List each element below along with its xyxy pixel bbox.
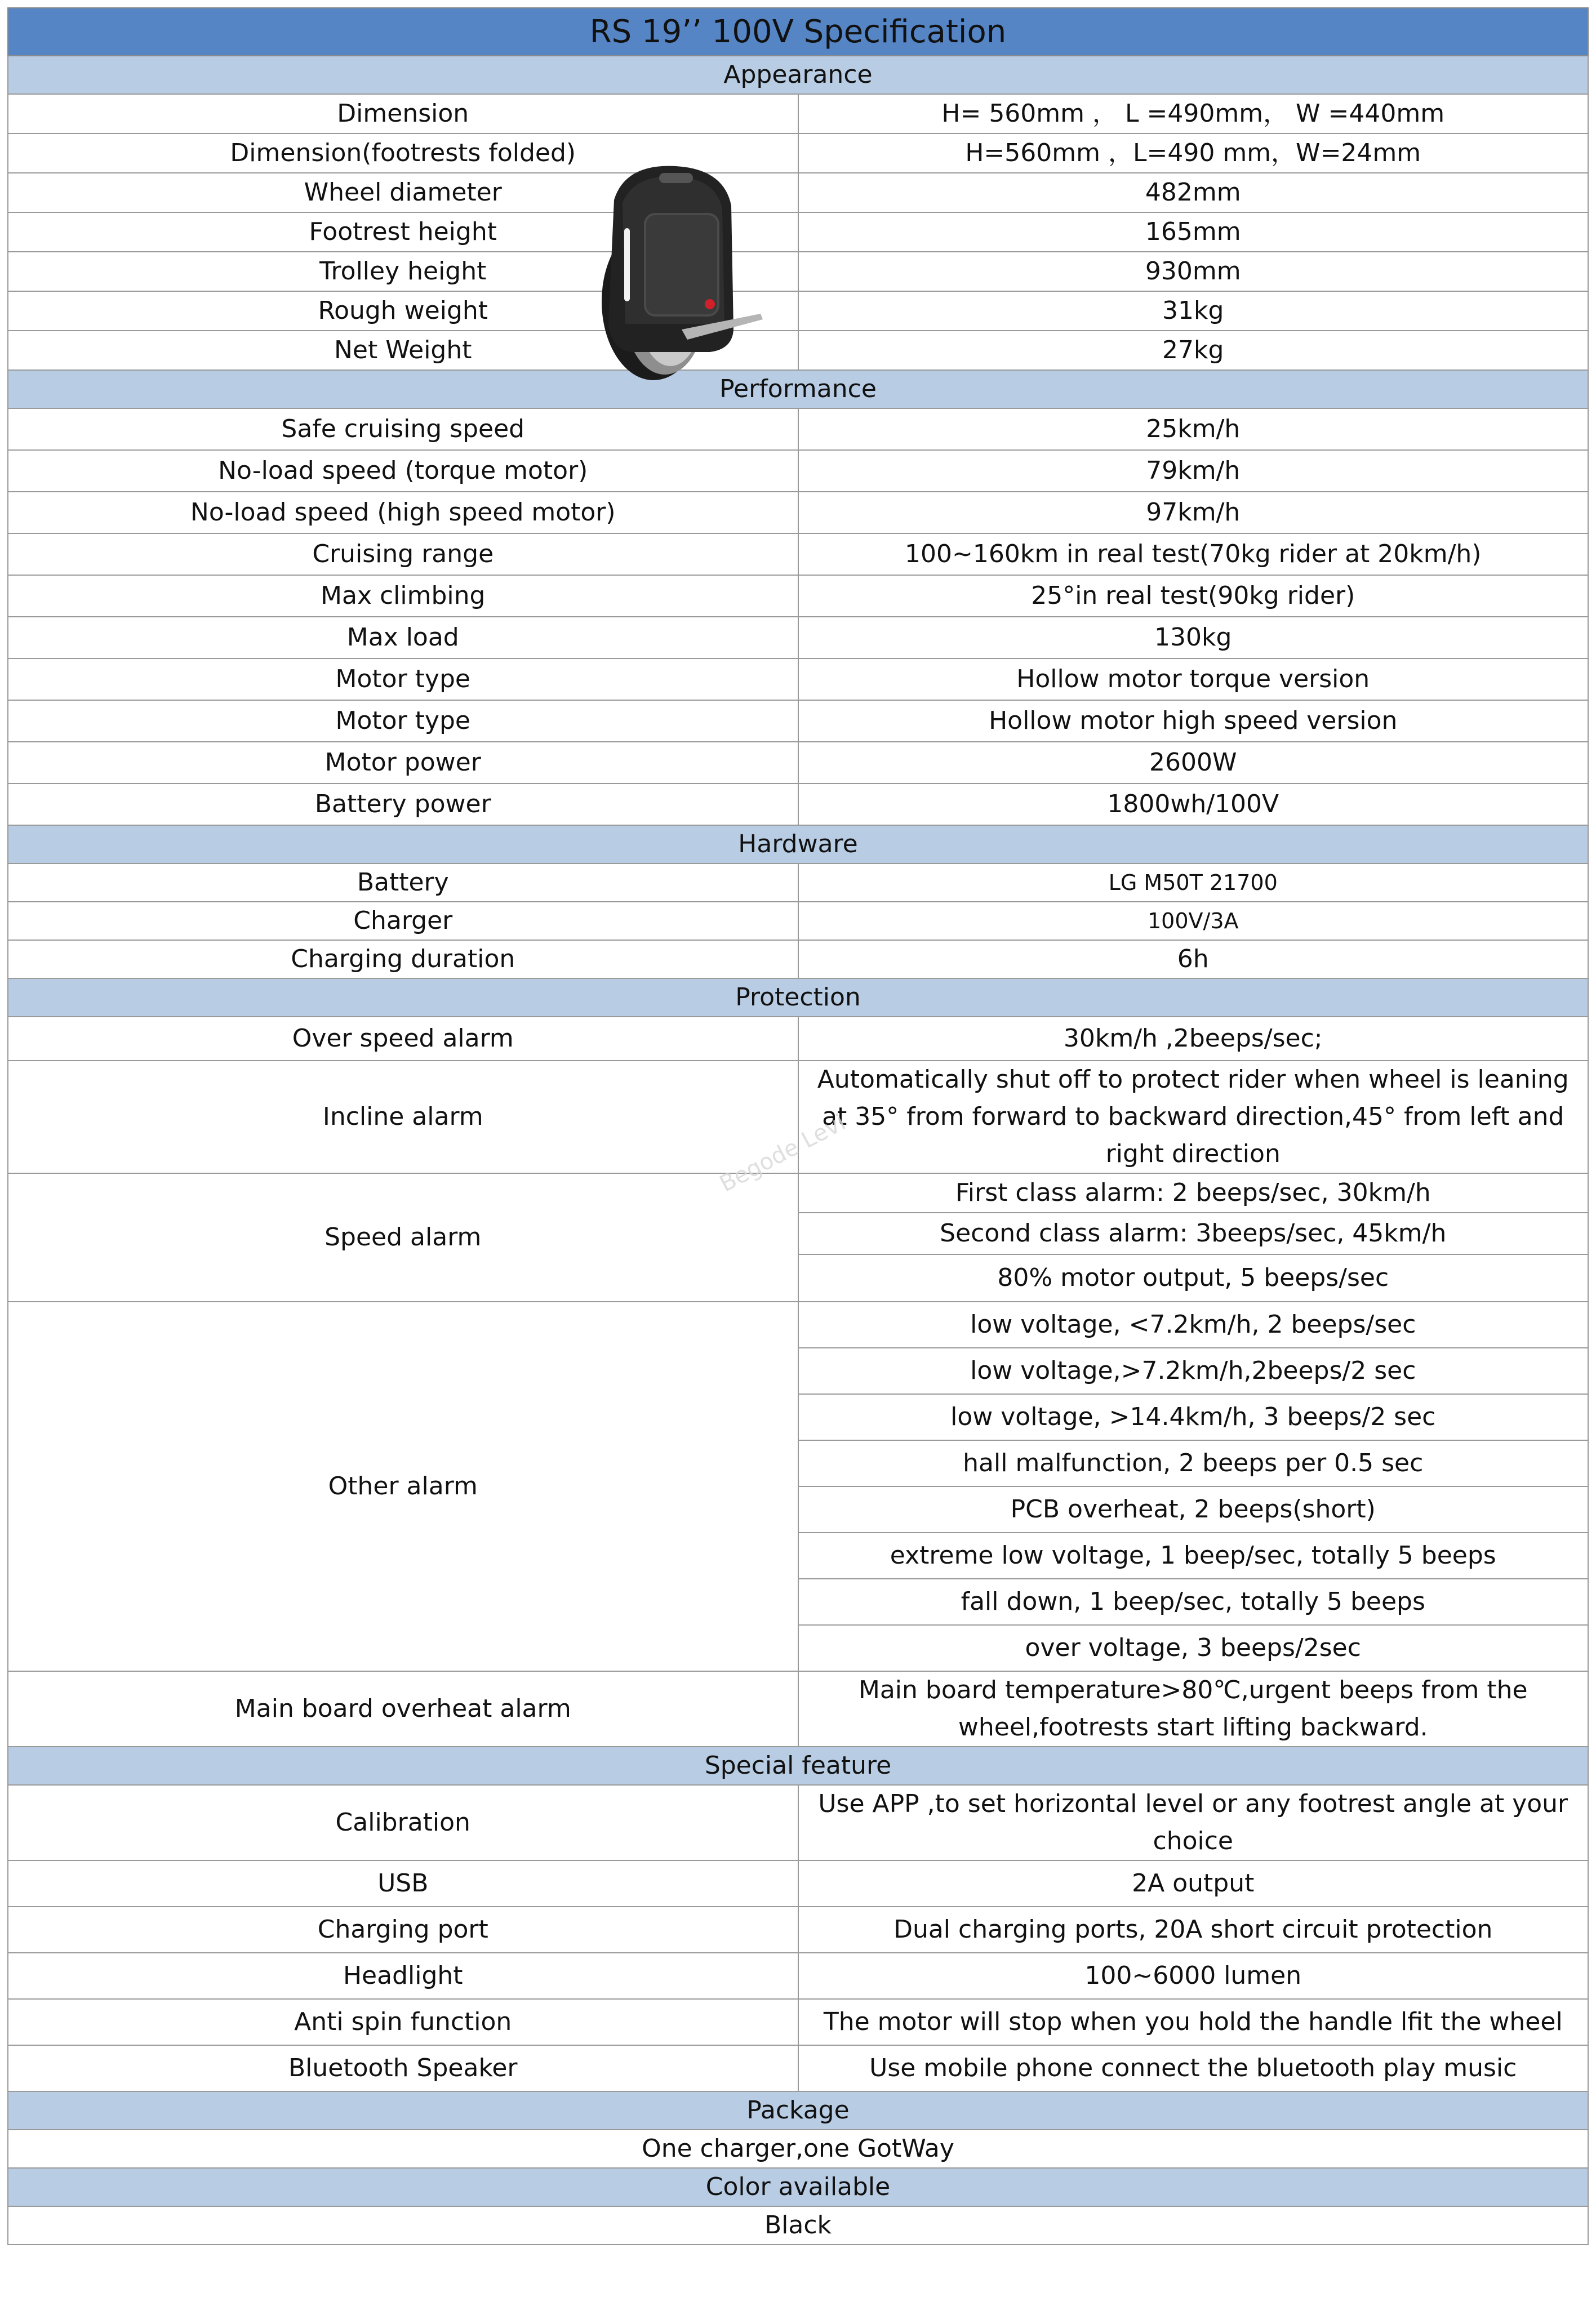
table-row — [8, 1999, 1588, 2045]
table-row — [8, 252, 1588, 291]
row-label: Motor type — [8, 658, 798, 700]
row-label: No-load speed (torque motor) — [8, 450, 798, 492]
row-value: hall malfunction, 2 beeps per 0.5 sec — [798, 1440, 1589, 1486]
row-label: Charging duration — [8, 940, 798, 978]
row-label: Max climbing — [8, 575, 798, 617]
row-value: 100~6000 lumen — [798, 1953, 1589, 1999]
table-row — [8, 617, 1588, 658]
section-header-color: Color available — [8, 2168, 1588, 2206]
row-value: 25°in real test(90kg rider) — [798, 575, 1589, 617]
table-row — [8, 408, 1588, 450]
package-value: One charger,one GotWay — [8, 2130, 1588, 2168]
table-row — [8, 700, 1588, 742]
row-value: 1800wh/100V — [798, 783, 1589, 825]
table-row — [8, 1907, 1588, 1953]
row-value: fall down, 1 beep/sec, totally 5 beeps — [798, 1579, 1589, 1625]
table-row — [8, 2045, 1588, 2091]
row-label: Battery — [8, 863, 798, 902]
section-header-appearance: Appearance — [8, 56, 1588, 94]
table-row — [8, 1953, 1588, 1999]
row-value: Use APP ,to set horizontal level or any footrest angle at your choice — [798, 1785, 1589, 1860]
row-label: Trolley height — [8, 252, 798, 291]
row-value: 79km/h — [798, 450, 1589, 492]
table-row — [8, 173, 1588, 212]
row-value: 482mm — [798, 173, 1589, 212]
table-row — [8, 94, 1588, 133]
row-label: Charging port — [8, 1907, 798, 1953]
row-label: Dimension(footrests folded) — [8, 133, 798, 173]
row-value: PCB overheat, 2 beeps(short) — [798, 1486, 1589, 1533]
table-row — [8, 2206, 1588, 2245]
row-value: extreme low voltage, 1 beep/sec, totally 5 beeps — [798, 1533, 1589, 1579]
table-row — [8, 1671, 1588, 1747]
row-value: Dual charging ports, 20A short circuit protection — [798, 1907, 1589, 1953]
row-label: Anti spin function — [8, 1999, 798, 2045]
row-label: Incline alarm — [8, 1061, 798, 1173]
row-value: 25km/h — [798, 408, 1589, 450]
row-value: First class alarm: 2 beeps/sec, 30km/h — [798, 1173, 1589, 1213]
table-row — [8, 2130, 1588, 2168]
row-label: Dimension — [8, 94, 798, 133]
row-value: 165mm — [798, 212, 1589, 252]
row-value: Second class alarm: 3beeps/sec, 45km/h — [798, 1213, 1589, 1254]
row-value: 30km/h ,2beeps/sec; — [798, 1017, 1589, 1061]
table-row — [8, 133, 1588, 173]
row-label: No-load speed (high speed motor) — [8, 492, 798, 533]
table-row — [8, 783, 1588, 825]
table-row — [8, 291, 1588, 331]
table-row — [8, 1017, 1588, 1061]
row-value: Automatically shut off to protect rider when wheel is leaning at 35° from forward to backward direction,45° from left and right direction — [798, 1061, 1589, 1173]
row-value: H=560mm ，L=490 mm，W=24mm — [798, 133, 1589, 173]
table-row — [8, 1860, 1588, 1907]
row-value: 100~160km in real test(70kg rider at 20km/h) — [798, 533, 1589, 575]
table-row — [8, 533, 1588, 575]
table-row — [8, 1785, 1588, 1860]
row-label: Main board overheat alarm — [8, 1671, 798, 1747]
row-value: 930mm — [798, 252, 1589, 291]
row-label: Net Weight — [8, 331, 798, 370]
row-value: 27kg — [798, 331, 1589, 370]
table-row — [8, 575, 1588, 617]
row-value: LG M50T 21700 — [798, 863, 1589, 902]
watermark: Begode Levi — [715, 1109, 850, 1197]
table-row — [8, 863, 1588, 902]
row-value: 6h — [798, 940, 1589, 978]
table-row — [8, 742, 1588, 783]
section-header-package: Package — [8, 2091, 1588, 2130]
row-label: Footrest height — [8, 212, 798, 252]
row-value: 130kg — [798, 617, 1589, 658]
row-label: Motor power — [8, 742, 798, 783]
table-row — [8, 331, 1588, 370]
row-value: 97km/h — [798, 492, 1589, 533]
row-value: 100V/3A — [798, 902, 1589, 940]
row-label: Speed alarm — [8, 1173, 798, 1302]
row-value: 80% motor output, 5 beeps/sec — [798, 1254, 1589, 1302]
spec-table — [7, 7, 1589, 2245]
spec-sheet — [7, 7, 1589, 2245]
page-title: RS 19’’ 100V Specification — [8, 8, 1588, 56]
section-header-hardware: Hardware — [8, 825, 1588, 863]
row-label: Headlight — [8, 1953, 798, 1999]
row-label: Other alarm — [8, 1302, 798, 1671]
row-value: Hollow motor torque version — [798, 658, 1589, 700]
row-label: Motor type — [8, 700, 798, 742]
section-header-protection: Protection — [8, 978, 1588, 1017]
row-label: Battery power — [8, 783, 798, 825]
table-row — [8, 450, 1588, 492]
table-row — [8, 492, 1588, 533]
table-row — [8, 1302, 1588, 1348]
row-value: low voltage, <7.2km/h, 2 beeps/sec — [798, 1302, 1589, 1348]
row-label: Bluetooth Speaker — [8, 2045, 798, 2091]
row-value: over voltage, 3 beeps/2sec — [798, 1625, 1589, 1671]
row-value: Main board temperature>80℃,urgent beeps from the wheel,footrests start lifting backward. — [798, 1671, 1589, 1747]
row-label: Rough weight — [8, 291, 798, 331]
row-value: Use mobile phone connect the bluetooth play music — [798, 2045, 1589, 2091]
row-value: The motor will stop when you hold the handle lfit the wheel — [798, 1999, 1589, 2045]
row-label: Calibration — [8, 1785, 798, 1860]
row-label: Charger — [8, 902, 798, 940]
row-label: Cruising range — [8, 533, 798, 575]
row-value: low voltage,>7.2km/h,2beeps/2 sec — [798, 1348, 1589, 1394]
table-row — [8, 212, 1588, 252]
row-value: 2A output — [798, 1860, 1589, 1907]
color-value: Black — [8, 2206, 1588, 2245]
section-header-performance: Performance — [8, 370, 1588, 408]
row-value: Hollow motor high speed version — [798, 700, 1589, 742]
row-value: 2600W — [798, 742, 1589, 783]
row-label: USB — [8, 1860, 798, 1907]
section-header-special: Special feature — [8, 1747, 1588, 1785]
row-value: H= 560mm ， L =490mm， W =440mm — [798, 94, 1589, 133]
row-value: low voltage, >14.4km/h, 3 beeps/2 sec — [798, 1394, 1589, 1440]
row-label: Over speed alarm — [8, 1017, 798, 1061]
table-row — [8, 658, 1588, 700]
row-value: 31kg — [798, 291, 1589, 331]
row-label: Wheel diameter — [8, 173, 798, 212]
row-label: Safe cruising speed — [8, 408, 798, 450]
table-row — [8, 940, 1588, 978]
row-label: Max load — [8, 617, 798, 658]
table-row — [8, 902, 1588, 940]
table-row — [8, 1173, 1588, 1213]
